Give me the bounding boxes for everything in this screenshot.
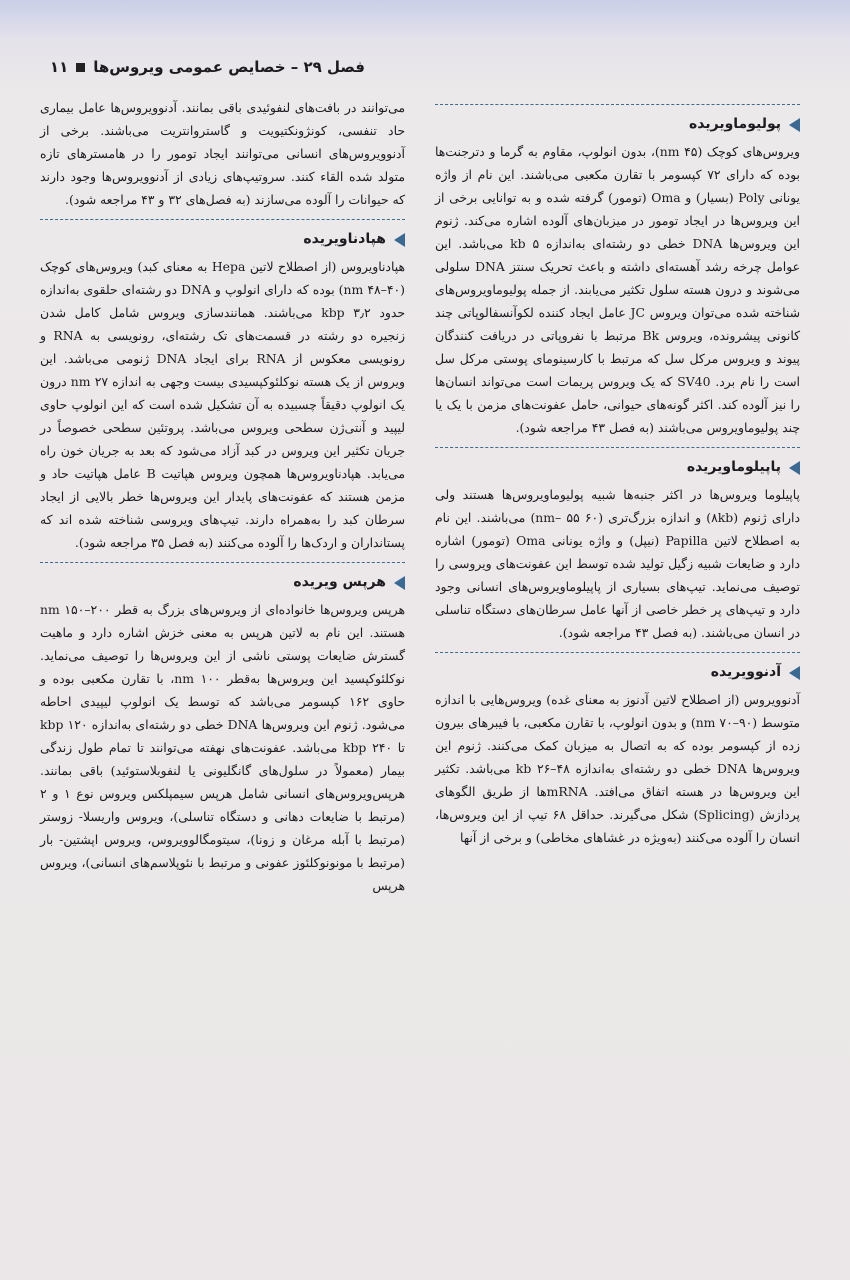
left-column: [40, 96, 405, 903]
triangle-marker-icon: [394, 233, 405, 247]
section-title: هپادناویریده: [303, 231, 386, 247]
triangle-marker-icon: [394, 576, 405, 590]
section-title: پاپیلوماویریده: [686, 459, 781, 475]
section-body: آدنوویروس (از اصطلاح لاتین آدنوز به معنای غده) ویروس‌هایی با اندازه متوسط (۹۰–۷۰ nm) و بدون انولوپ، با تقارن مکعبی، با فیبرهای بیرون زده از کپسومر بوده که به اتصال به میزبان کمک می‌کنند. ژنوم این ویروس‌ها DNA خطی دو رشته‌ای به‌اندازه ۴۸–۲۶ kb می‌باشد. تکثیر این ویروس‌ها در هسته اتفاق می‌افتد. mRNAها از طریق الگوهای پردازش (Splicing) شکل می‌گیرند. حداقل ۶۸ تیپ از این ویروس‌ها، انسان را آلوده می‌کنند (به‌ویژه در غشاهای مخاطی) و برخی از آنها: [435, 692, 800, 845]
section-heading: [435, 104, 800, 136]
chapter-title: فصل ۲۹ – خصایص عمومی ویروس‌ها: [93, 58, 365, 76]
triangle-marker-icon: [789, 118, 800, 132]
section-herpesviridae: [40, 562, 405, 897]
section-polyomaviridae: [435, 104, 800, 439]
section-body: پاپیلوما ویروس‌ها در اکثر جنبه‌ها شبیه پولیوماویروس‌ها هستند ولی دارای ژنوم (۸kb) و اندازه بزرگ‌تری (۶۰ nm– ۵۵) می‌باشند. این نام به اصطلاح لاتین Papilla (نیپل) و واژه یونانی Oma (تومور) اشاره دارد و ضایعات شبیه زگیل تولید شده توسط این عفونت‌های ویروسی را توصیف می‌نماید. تیپ‌های بسیاری از پاپیلوماویروس‌های انسانی وجود دارد و تیپ‌های پر خطر خاصی از آنها عامل سرطان‌های دستگاه تناسلی در انسان می‌باشند. (به فصل ۴۳ مراجعه شود).: [435, 487, 800, 640]
section-title: پولیوماویریده: [689, 116, 781, 132]
section-title: هرپس ویریده: [293, 574, 386, 590]
section-body: ویروس‌های کوچک (۴۵ nm)، بدون انولوپ، مقاوم به گرما و دترجنت‌ها بوده که دارای ۷۲ کپسومر با تقارن مکعبی می‌باشند. این نام از واژه یونانی Poly (بسیار) و Oma (تومور) گرفته شده و به توانایی برخی از این ویروس‌ها در ایجاد تومور در میزبان‌های آلوده اشاره می‌کند. ژنوم این ویروس‌ها DNA خطی دو رشته‌ای به‌اندازه ۵ kb می‌باشد. این عوامل چرخه رشد آهسته‌ای داشته و باعث تحریک سنتز DNA سلولی می‌شوند و درون هسته سلول تکثیر می‌یابند. از جمله پولیوماویروس‌های شناخته شده می‌توان ویروس JC عامل ایجاد کننده لکوآنسفالوپاتی چند کانونی پیشرونده، ویروس Bk مرتبط با نفروپاتی در دریافت کنندگان پیوند و ویروس مرکل سل که مرتبط با کارسینومای پوستی مرکل سل است را نام برد. SV40 که یک ویروس پریمات است می‌تواند انسان‌ها را نیز آلوده کند. اکثر گونه‌های حیوانی، حامل عفونت‌های مزمن با یک یا چند پولیوماویروس می‌باشند (به فصل ۴۳ مراجعه شود).: [435, 144, 801, 435]
right-column: [435, 96, 800, 855]
section-heading: [435, 652, 800, 684]
section-heading: [435, 447, 800, 479]
square-bullet-icon: [76, 63, 85, 72]
section-heading: [40, 562, 405, 594]
section-body: هپادناویروس (از اصطلاح لاتین Hepa به معنای کبد) ویروس‌های کوچک (۴۰–۴۸ nm) بوده که دارای انولوپ و DNA دو رشته‌ای حلقوی به‌اندازه حدود ۳٫۲ kbp می‌باشند. همانندسازی ویروس شامل کامل شدن زنجیره دو رشته در قسمت‌های تک رشته‌ای، رونویسی به RNA و رونویسی معکوس از RNA برای ایجاد DNA ژنومی می‌باشد. این ویروس از یک هسته نوکلئوکپسیدی بیست وجهی به اندازه ۲۷ nm درون یک انولوپ دقیقاً چسبیده به آن تشکیل شده است که این انولوپ حاوی لیپید و آنتی‌ژن سطحی ویروس می‌باشد. پروتئین سطحی خصوصاً در جریان تکثیر این ویروس در کبد آزاد می‌شود که بعد به جریان خون راه می‌یابد. هپادناویروس‌ها همچون ویروس هپاتیت B عامل هپاتیت حاد و مزمن هستند که عفونت‌های پایدار این ویروس‌ها خطر بالایی از ایجاد سرطان کبد را به‌همراه دارند. تیپ‌های ویروسی شناخته شده اند که پستانداران و اردک‌ها را آلوده می‌کنند (به فصل ۳۵ مراجعه شود).: [40, 259, 406, 550]
triangle-marker-icon: [789, 461, 800, 475]
page-header: [40, 52, 365, 82]
continued-paragraph: می‌توانند در بافت‌های لنفوئیدی باقی بمانند. آدنوویروس‌ها عامل بیماری حاد تنفسی، کونژونکتیویت و گاستروانتریت می‌باشند. برخی از آدنوویروس‌های انسانی می‌توانند ایجاد تومور را در هامسترهای تازه متولد شده القاء کنند. سروتیپ‌های زیادی از آدنوویروس‌ها وجود دارند که حیوانات را آلوده می‌سازند (به فصل‌های ۳۲ و ۴۳ مراجعه شود).: [40, 100, 405, 207]
page-number: ۱۱: [49, 58, 69, 76]
section-body: هرپس ویروس‌ها خانواده‌ای از ویروس‌های بزرگ به قطر ۲۰۰–۱۵۰ nm هستند. این نام به لاتین هرپس به معنی خزش اشاره دارد و ماهیت گسترش ضایعات پوستی ناشی از این ویروس‌ها را توصیف می‌نماید. نوکلئوکپسید این ویروس‌ها به‌قطر ۱۰۰ nm، با تقارن مکعبی بوده و حاوی ۱۶۲ کپسومر می‌باشد که توسط یک انولوپ لیپیدی احاطه می‌شود. ژنوم این ویروس‌ها DNA خطی دو رشته‌ای به‌اندازه ۱۲۰ kbp تا ۲۴۰ kbp می‌باشد. عفونت‌های نهفته می‌توانند تا تمام طول زندگی بیمار (معمولاً در سلول‌های گانگلیونی یا لنفوبلاستوئید) باقی بمانند. هرپس‌ویروس‌های انسانی شامل هرپس سیمپلکس ویروس نوع ۱ و ۲ (مرتبط با ضایعات دهانی و دستگاه تناسلی)، ویروس واریسلا- زوستر (مرتبط با آبله مرغان و زونا)، سیتومگالوویروس، ویروس اپشتین- بار (مرتبط با مونونوکلئوز عفونی و مرتبط با نئوپلاسم‌های انسانی)، ویروس هرپس: [40, 602, 405, 893]
section-hepadnaviridae: [40, 219, 405, 554]
section-title: آدنوویریده: [710, 664, 781, 680]
section-adenoviridae: [435, 652, 800, 849]
section-heading: [40, 219, 405, 251]
section-papillomaviridae: [435, 447, 800, 644]
triangle-marker-icon: [789, 666, 800, 680]
